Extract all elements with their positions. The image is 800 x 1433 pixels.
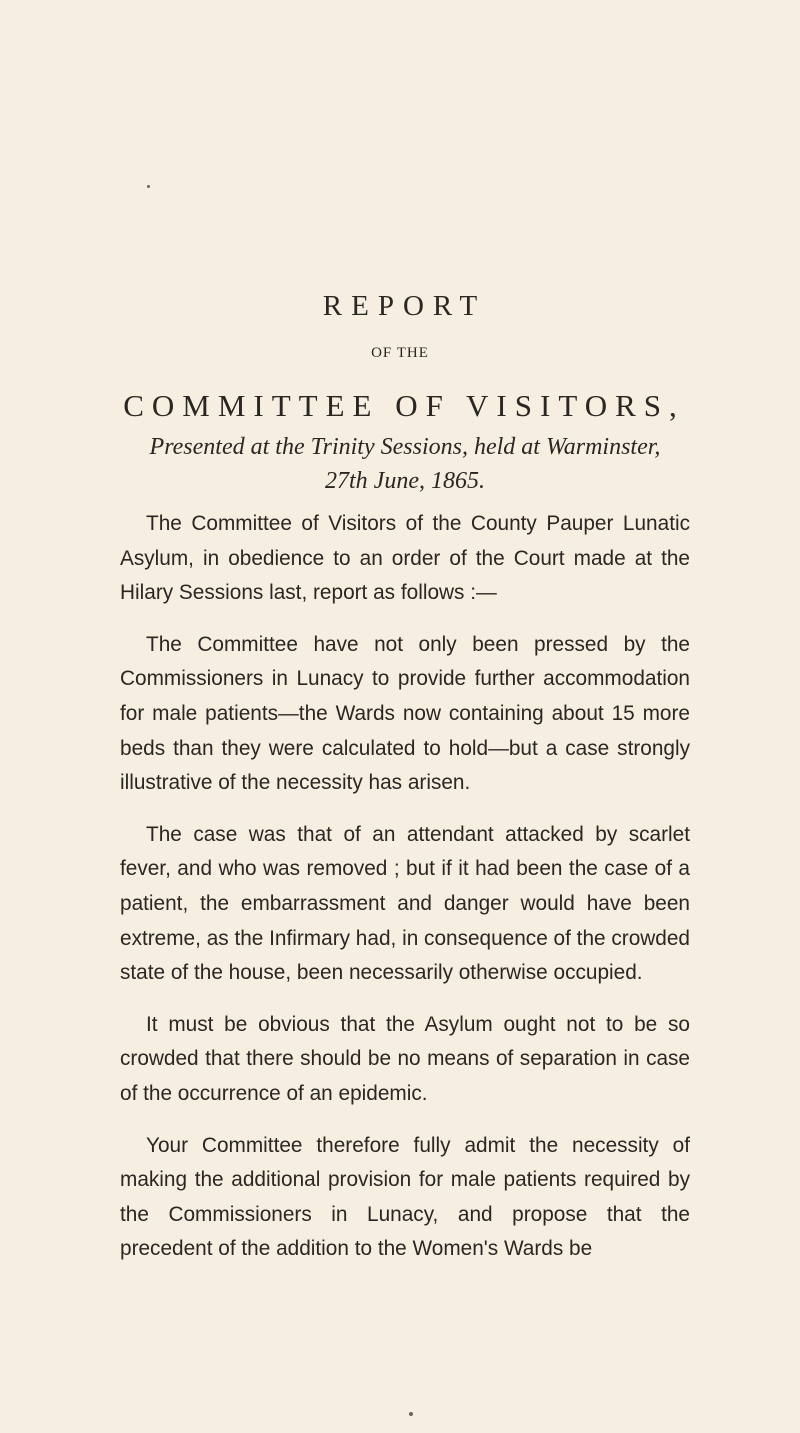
paragraph-4: It must be obvious that the Asylum ought not to be so crowded that there should be no means of separation in case of the occurrence of an epidemic.: [120, 1012, 690, 1105]
paragraph-1: The Committee of Visitors of the County Pauper Lunatic Asylum, in obedience to an order of the Court made at the Hilary Sessions last, report as follows :—: [120, 512, 690, 605]
report-body: [120, 507, 690, 1284]
paper-speck: [147, 185, 150, 188]
presented-line-1: Presented at the Trinity Sessions, held at Warminster,: [149, 434, 661, 460]
report-heading: REPORT: [322, 290, 487, 322]
paper-speck: [409, 1412, 413, 1416]
presented-line-2: 27th June, 1865.: [325, 468, 485, 494]
of-the-subheading: OF THE: [371, 345, 429, 361]
paragraph-2: The Committee have not only been pressed by the Commissioners in Lunacy to provide further accommodation for male patients—the Wards now containing about 15 more beds than they were calculated to hold—but a case strongly illustrative of the necessity has arisen.: [120, 632, 690, 795]
committee-heading: COMMITTEE OF VISITORS,: [123, 388, 685, 423]
paragraph-5: Your Committee therefore fully admit the necessity of making the additional provision for male patients required by the Commissioners in Lunacy, and propose that the precedent of the addition to the Women's Wards be: [120, 1133, 690, 1261]
paragraph-3: The case was that of an attendant attacked by scarlet fever, and who was removed ; but if it had been the case of a patient, the embarrassment and danger would have been extreme, as the Infirmary had, in consequence of the crowded state of the house, been necessarily otherwise occupied.: [120, 822, 690, 985]
presented-line: [120, 430, 690, 498]
